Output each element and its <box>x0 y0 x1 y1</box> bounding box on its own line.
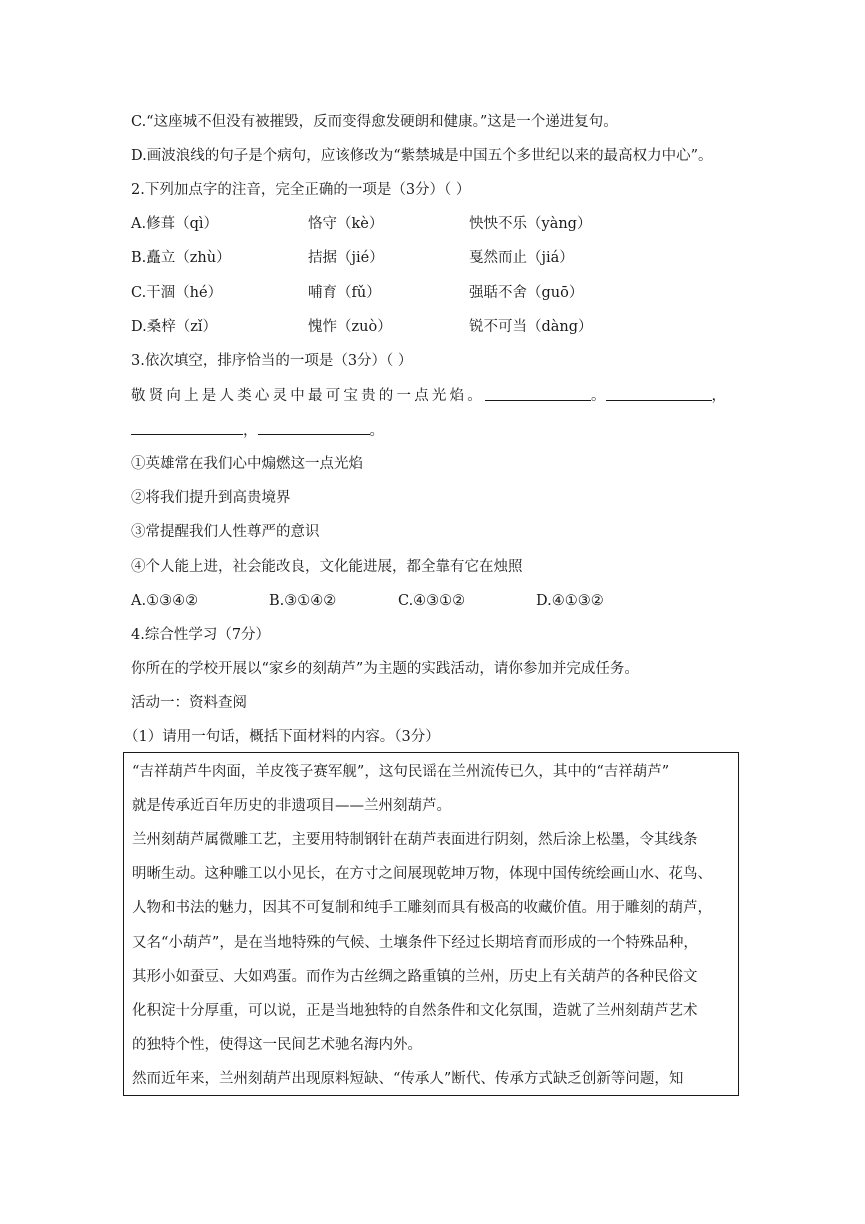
q3-option-a: A.①③④② <box>131 593 199 609</box>
q3-intro: 敬贤向上是人类心灵中最可宝贵的一点光焰。 <box>131 388 485 404</box>
material-text-1: “吉祥葫芦牛肉面，羊皮筏子赛军舰”，这句民谣在兰州流传已久，其中的“吉祥葫芦” <box>132 764 670 780</box>
q3-item-1: ①英雄常在我们心中煽燃这一点光焰 <box>131 456 363 472</box>
q3-fill-line-1 <box>131 386 726 406</box>
q3-option-d: D.④①③② <box>536 593 604 609</box>
q2-d-1: D.桑梓（zǐ） <box>131 319 217 335</box>
q2-row-b <box>131 248 731 268</box>
q2-d-3: 锐不可当（dàng） <box>469 319 593 335</box>
q2-row-a <box>131 214 731 234</box>
q2-b-2: 拮据（jié） <box>308 250 384 266</box>
q2-c-3: 强聒不舍（guō） <box>469 285 584 301</box>
q2-row-c <box>131 283 731 303</box>
q3-options <box>131 591 731 611</box>
q2-b-1: B.矗立（zhù） <box>131 250 231 266</box>
q2-c-1: C.干涸（hé） <box>131 285 223 301</box>
q3-option-b: B.③①④② <box>269 593 337 609</box>
q4-title: 4.综合性学习（7分） <box>131 627 271 643</box>
material-line-8: 化积淀十分厚重，可以说，正是当地独特的自然条件和文化氛围，造就了兰州刻葫芦艺术 <box>132 1003 698 1019</box>
q2-d-2: 愧怍（zuò） <box>308 319 392 335</box>
material-line-6: 又名“小葫芦”，是在当地特殊的气候、土壤条件下经过长期培育而形成的一个特殊品种， <box>132 935 698 951</box>
q2-a-2: 恪守（kè） <box>308 216 384 232</box>
q1-option-d: D.画波浪线的句子是个病句，应该修改为“紫禁城是中国五个多世纪以来的最高权力中心”。 <box>131 148 713 164</box>
material-line-3: 兰州刻葫芦属微雕工艺，主要用特制钢针在葫芦表面进行阴刻，然后涂上松墨，令其线条 <box>132 832 698 848</box>
material-line-1 <box>132 762 732 782</box>
q4-sub-question-1: （1）请用一句话，概括下面材料的内容。（3分） <box>124 729 440 745</box>
q3-item-2: ②将我们提升到高贵境界 <box>131 490 291 506</box>
q3-item-4: ④个人能上进，社会能改良，文化能进展，都全靠有它在烛照 <box>131 559 523 575</box>
fill-blank-3[interactable] <box>131 420 243 435</box>
fill-blank-2[interactable] <box>606 386 712 401</box>
material-line-9: 的独特个性，使得这一民间艺术驰名海内外。 <box>132 1037 422 1053</box>
fill-blank-1[interactable] <box>485 386 591 401</box>
q2-stem: 2.下列加点字的注音，完全正确的一项是（3分）（ ） <box>131 182 471 198</box>
q4-activity-1: 活动一：资料查阅 <box>131 695 247 711</box>
q3-sep-2: ， <box>711 388 726 404</box>
q3-item-3: ③常提醒我们人性尊严的意识 <box>131 524 320 540</box>
q2-row-d <box>131 317 731 337</box>
material-line-10: 然而近年来，兰州刻葫芦出现原料短缺、“传承人”断代、传承方式缺乏创新等问题，知 <box>132 1071 684 1087</box>
q1-option-c: C.“这座城不但没有被摧毁，反而变得愈发硬朗和健康。”这是一个递进复句。 <box>131 114 618 130</box>
q3-stem: 3.依次填空，排序恰当的一项是（3分）（ ） <box>131 353 413 369</box>
q3-sep-4: 。 <box>369 423 384 439</box>
material-line-2: 就是传承近百年历史的非遗项目——兰州刻葫芦。 <box>132 798 451 814</box>
q2-c-2: 哺育（fǔ） <box>308 285 381 301</box>
q2-a-3: 怏怏不乐（yàng） <box>469 216 592 232</box>
fill-blank-4[interactable] <box>258 420 370 435</box>
material-line-4: 明晰生动。这种雕工以小见长，在方寸之间展现乾坤万物，体现中国传统绘画山水、花鸟、 <box>132 866 712 882</box>
material-line-5: 人物和书法的魅力，因其不可复制和纯手工雕刻而具有极高的收藏价值。用于雕刻的葫芦， <box>132 900 712 916</box>
q3-sep-1: 。 <box>591 388 606 404</box>
q3-sep-3: ， <box>243 423 258 439</box>
material-line-7: 其形小如蚕豆、大如鸡蛋。而作为古丝绸之路重镇的兰州，历史上有关葫芦的各种民俗文 <box>132 969 698 985</box>
q2-a-1: A.修葺（qì） <box>131 216 218 232</box>
q3-option-c: C.④③①② <box>398 593 466 609</box>
q2-b-3: 戛然而止（jiá） <box>469 250 574 266</box>
q3-fill-line-2 <box>131 420 384 441</box>
q4-intro: 你所在的学校开展以“家乡的刻葫芦”为主题的实践活动，请你参加并完成任务。 <box>131 661 639 677</box>
